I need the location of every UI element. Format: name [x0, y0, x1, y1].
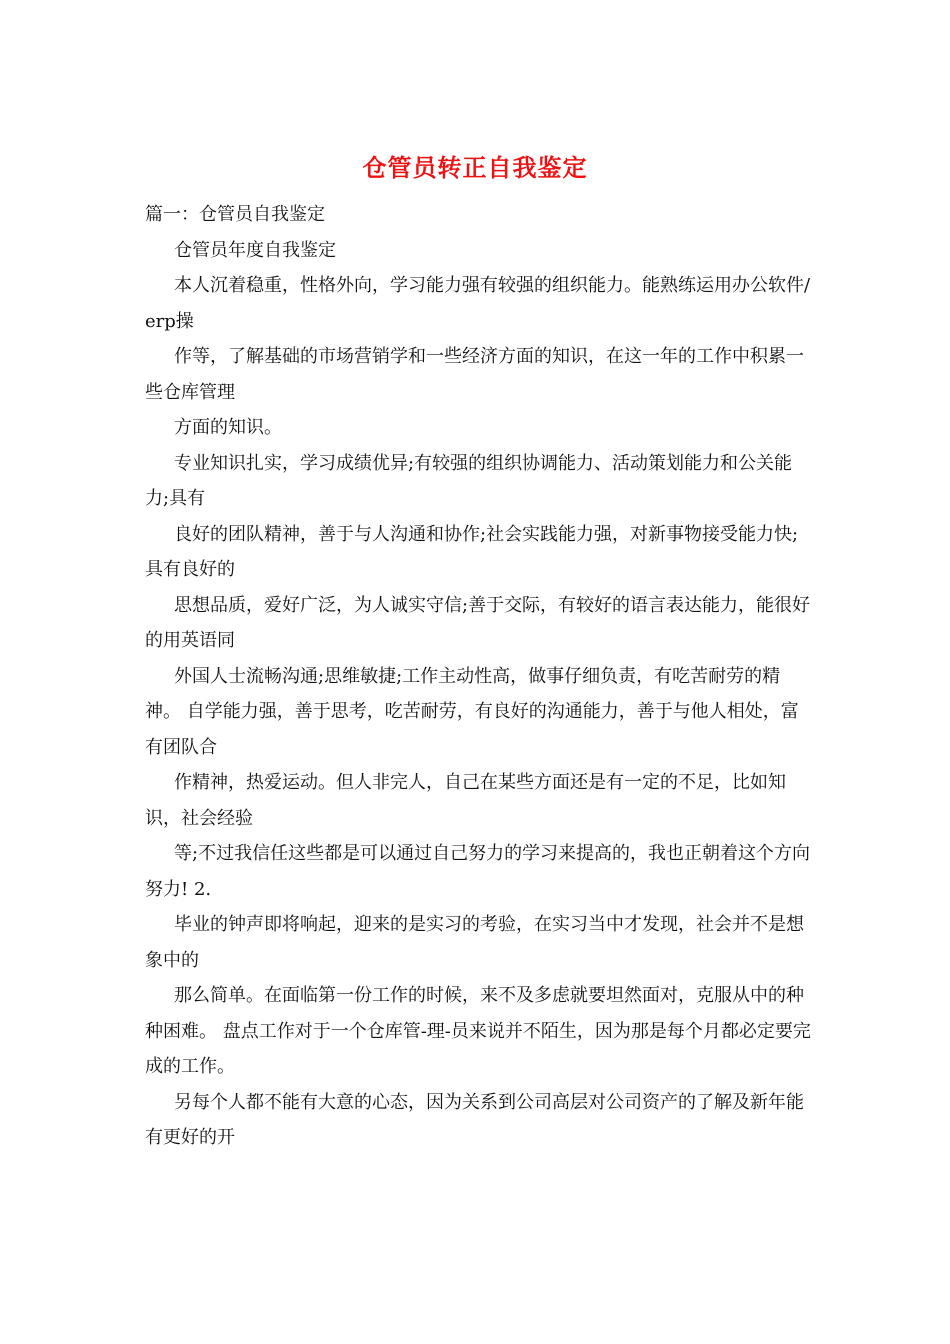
document-title: 仓管员转正自我鉴定 — [362, 153, 588, 182]
paragraph: 那么简单。在面临第一份工作的时候，来不及多虑就要坦然面对，克服从中的种种困难。 盘点工作对于一个仓库管-理-员来说并不陌生，因为那是每个月都必定要完成的工作。 — [145, 985, 811, 1077]
paragraph: 作等，了解基础的市场营销学和一些经济方面的知识，在这一年的工作中积累一些仓库管理 — [145, 346, 804, 403]
paragraph: 良好的团队精神，善于与人沟通和协作;社会实践能力强，对新事物接受能力快;具有良好的 — [145, 523, 799, 580]
paragraph: 本人沉着稳重，性格外向，学习能力强有较强的组织能力。能熟练运用办公软件/erp操 — [145, 275, 811, 332]
paragraph: 作精神，热爱运动。但人非完人，自己在某些方面还是有一定的不足，比如知识，社会经验 — [145, 772, 786, 829]
paragraph: 外国人士流畅沟通;思维敏捷;工作主动性高，做事仔细负责，有吃苦耐劳的精神。 自学能力强，善于思考，吃苦耐劳，有良好的沟通能力，善于与他人相处，富有团队合 — [145, 665, 799, 758]
section-heading: 篇一：仓管员自我鉴定 — [145, 204, 325, 225]
paragraph: 毕业的钟声即将响起，迎来的是实习的考验，在实习当中才发现，社会并不是想象中的 — [145, 914, 804, 971]
subheading: 仓管员年度自我鉴定 — [174, 239, 336, 261]
paragraph: 思想品质，爱好广泛，为人诚实守信;善于交际，有较好的语言表达能力，能很好的用英语同 — [145, 594, 811, 651]
paragraph: 等;不过我信任这些都是可以通过自己努力的学习来提高的，我也正朝着这个方向努力! 2. — [145, 843, 811, 900]
paragraph: 专业知识扎实，学习成绩优异;有较强的组织协调能力、活动策划能力和公关能力;具有 — [145, 452, 793, 509]
document-body — [145, 197, 813, 1156]
paragraph: 另每个人都不能有大意的心态，因为关系到公司高层对公司资产的了解及新年能有更好的开 — [145, 1091, 804, 1148]
paragraph: 方面的知识。 — [174, 417, 282, 438]
